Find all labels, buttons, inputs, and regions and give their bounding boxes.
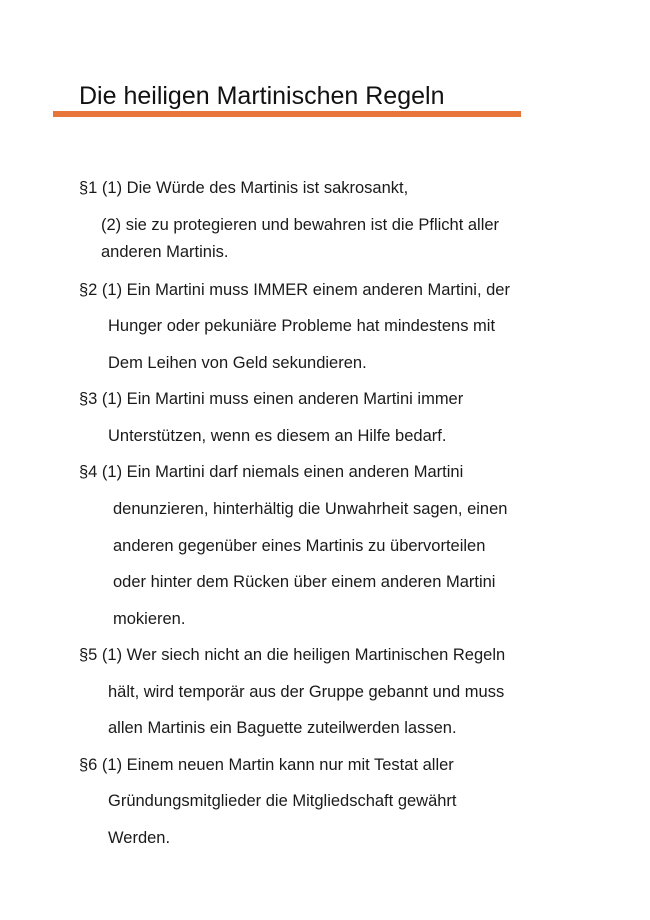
rule-3-line-1: §3 (1) Ein Martini muss einen anderen Martini immer	[79, 390, 464, 408]
rule-4-line-1: §4 (1) Ein Martini darf niemals einen anderen Martini	[79, 463, 464, 481]
rule-4-line-3: anderen gegenüber eines Martinis zu übervorteilen	[113, 537, 486, 555]
rule-2-line-2: Hunger oder pekuniäre Probleme hat mindestens mit	[108, 317, 496, 335]
rule-4-line-2: denunzieren, hinterhältig die Unwahrheit sagen, einen	[113, 500, 508, 518]
rule-3-line-2: Unterstützen, wenn es diesem an Hilfe bedarf.	[108, 427, 447, 445]
rule-1-clause-1: §1 (1) Die Würde des Martinis ist sakrosankt,	[79, 179, 409, 197]
title-underline	[53, 111, 521, 117]
rule-6-line-1: §6 (1) Einem neuen Martin kann nur mit Testat aller	[79, 756, 454, 774]
rule-1-clause-2: (2) sie zu protegieren und bewahren ist die Pflicht aller	[101, 216, 500, 234]
document-title: Die heiligen Martinischen Regeln	[79, 82, 445, 110]
rule-2-line-1: §2 (1) Ein Martini muss IMMER einem anderen Martini, der	[79, 281, 510, 299]
rule-5-line-2: hält, wird temporär aus der Gruppe gebannt und muss	[108, 683, 505, 701]
rule-2-line-3: Dem Leihen von Geld sekundieren.	[108, 354, 367, 372]
rule-1-clause-2-cont: anderen Martinis.	[101, 243, 229, 261]
rule-6-line-3: Werden.	[108, 829, 171, 847]
rule-6-line-2: Gründungsmitglieder die Mitgliedschaft gewährt	[108, 792, 457, 810]
rule-5-line-1: §5 (1) Wer siech nicht an die heiligen Martinischen Regeln	[79, 646, 506, 664]
rule-4-line-5: mokieren.	[113, 610, 186, 628]
rule-4-line-4: oder hinter dem Rücken über einem anderen Martini	[113, 573, 496, 591]
rule-5-line-3: allen Martinis ein Baguette zuteilwerden lassen.	[108, 719, 457, 737]
